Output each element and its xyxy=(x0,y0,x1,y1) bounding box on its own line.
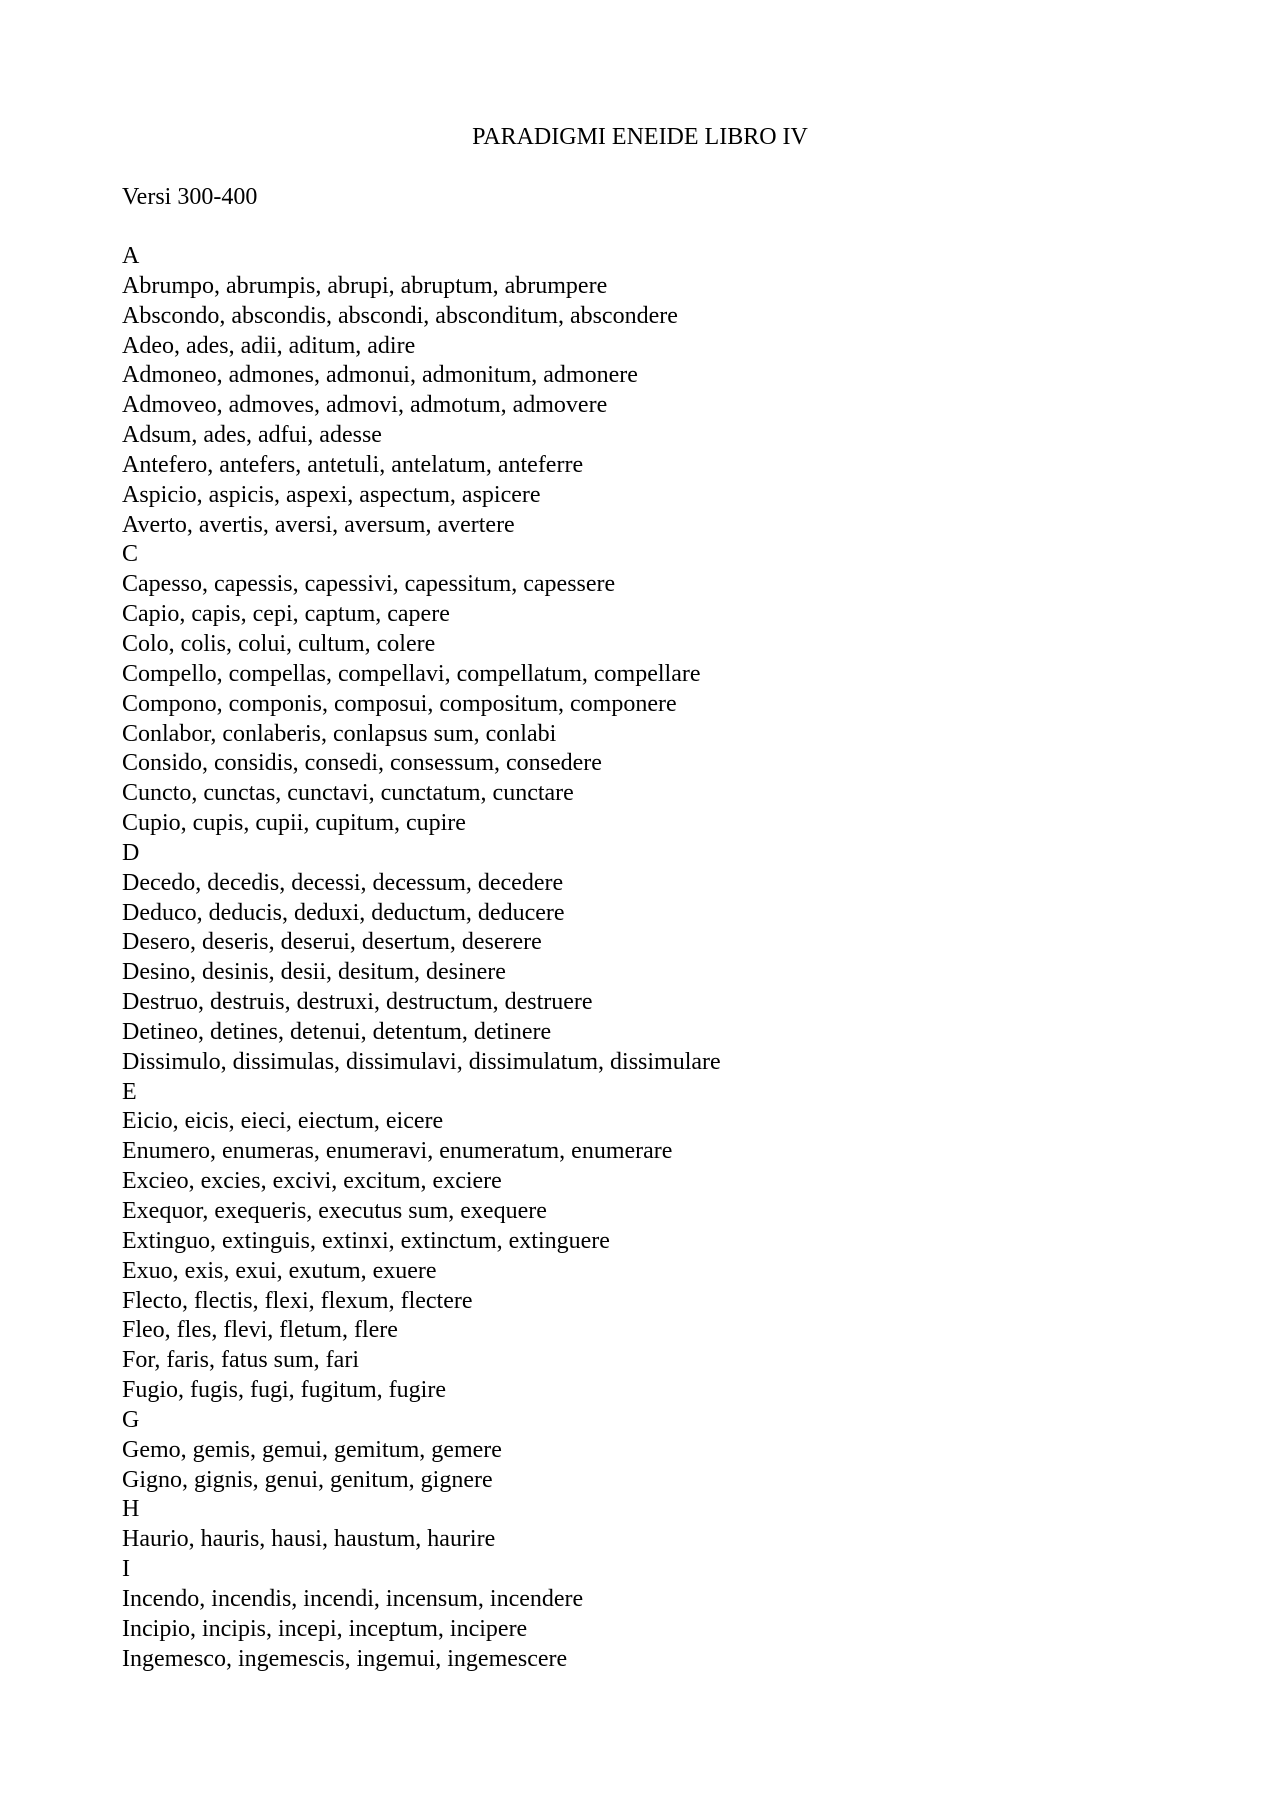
paradigm-line: Deduco, deducis, deduxi, deductum, deducere xyxy=(122,899,565,926)
paradigm-line: Consido, considis, consedi, consessum, consedere xyxy=(122,750,602,777)
paradigm-line: Excieo, excies, excivi, excitum, exciere xyxy=(122,1168,502,1195)
paradigm-line: Abscondo, abscondis, abscondi, absconditum, abscondere xyxy=(122,302,678,329)
paradigm-line: Fugio, fugis, fugi, fugitum, fugire xyxy=(122,1377,446,1404)
paradigm-line: Colo, colis, colui, cultum, colere xyxy=(122,630,436,657)
paradigm-line: Haurio, hauris, hausi, haustum, haurire xyxy=(122,1526,496,1553)
paradigm-line: Antefero, antefers, antetuli, antelatum, anteferre xyxy=(122,451,584,478)
paradigm-line: Desero, deseris, deserui, desertum, deserere xyxy=(122,929,542,956)
paradigm-line: Exuo, exis, exui, exutum, exuere xyxy=(122,1257,437,1284)
paradigm-line: Ingemesco, ingemescis, ingemui, ingemescere xyxy=(122,1645,568,1672)
paradigm-line: Fleo, fles, flevi, fletum, flere xyxy=(122,1317,398,1344)
paradigm-line: Desino, desinis, desii, desitum, desinere xyxy=(122,959,506,986)
paradigm-line: Adeo, ades, adii, aditum, adire xyxy=(122,332,416,359)
paradigm-line: Conlabor, conlaberis, conlapsus sum, conlabi xyxy=(122,720,557,747)
paradigm-list xyxy=(122,242,1162,1675)
paradigm-line: For, faris, fatus sum, fari xyxy=(122,1347,359,1374)
section-letter-heading: D xyxy=(122,839,140,866)
document-subtitle: Versi 300-400 xyxy=(122,184,258,210)
section-letter-heading: I xyxy=(122,1556,130,1583)
paradigm-line: Dissimulo, dissimulas, dissimulavi, dissimulatum, dissimulare xyxy=(122,1048,721,1075)
paradigm-line: Incendo, incendis, incendi, incensum, incendere xyxy=(122,1585,584,1612)
paradigm-line: Compono, componis, composui, compositum, componere xyxy=(122,690,677,717)
document-title: PARADIGMI ENEIDE LIBRO IV xyxy=(472,124,808,150)
paradigm-line: Abrumpo, abrumpis, abrupi, abruptum, abrumpere xyxy=(122,272,608,299)
paradigm-line: Admoveo, admoves, admovi, admotum, admovere xyxy=(122,392,608,419)
paradigm-line: Incipio, incipis, incepi, inceptum, incipere xyxy=(122,1615,528,1642)
paradigm-line: Capio, capis, cepi, captum, capere xyxy=(122,601,450,628)
paradigm-line: Cupio, cupis, cupii, cupitum, cupire xyxy=(122,810,466,837)
paradigm-line: Cuncto, cunctas, cunctavi, cunctatum, cunctare xyxy=(122,780,574,807)
paradigm-line: Gemo, gemis, gemui, gemitum, gemere xyxy=(122,1436,502,1463)
paradigm-line: Admoneo, admones, admonui, admonitum, admonere xyxy=(122,362,638,389)
section-letter-heading: H xyxy=(122,1496,140,1523)
paradigm-line: Adsum, ades, adfui, adesse xyxy=(122,422,382,449)
section-letter-heading: G xyxy=(122,1406,140,1433)
paradigm-line: Decedo, decedis, decessi, decessum, decedere xyxy=(122,869,564,896)
paradigm-line: Enumero, enumeras, enumeravi, enumeratum, enumerare xyxy=(122,1138,673,1165)
section-letter-heading: C xyxy=(122,541,139,568)
paradigm-line: Extinguo, extinguis, extinxi, extinctum, extinguere xyxy=(122,1227,610,1254)
section-letter-heading: E xyxy=(122,1078,137,1105)
paradigm-line: Detineo, detines, detenui, detentum, detinere xyxy=(122,1018,552,1045)
paradigm-line: Compello, compellas, compellavi, compellatum, compellare xyxy=(122,660,701,687)
section-letter-heading: A xyxy=(122,243,140,269)
paradigm-line: Flecto, flectis, flexi, flexum, flectere xyxy=(122,1287,473,1314)
paradigm-line: Aspicio, aspicis, aspexi, aspectum, aspicere xyxy=(122,481,541,508)
paradigm-line: Exequor, exequeris, executus sum, exequere xyxy=(122,1198,547,1224)
paradigm-line: Eicio, eicis, eieci, eiectum, eicere xyxy=(122,1108,444,1135)
paradigm-line: Gigno, gignis, genui, genitum, gignere xyxy=(122,1466,493,1493)
paradigm-line: Averto, avertis, aversi, aversum, avertere xyxy=(122,511,515,538)
paradigm-line: Capesso, capessis, capessivi, capessitum, capessere xyxy=(122,571,616,598)
paradigm-line: Destruo, destruis, destruxi, destructum, destruere xyxy=(122,989,593,1016)
